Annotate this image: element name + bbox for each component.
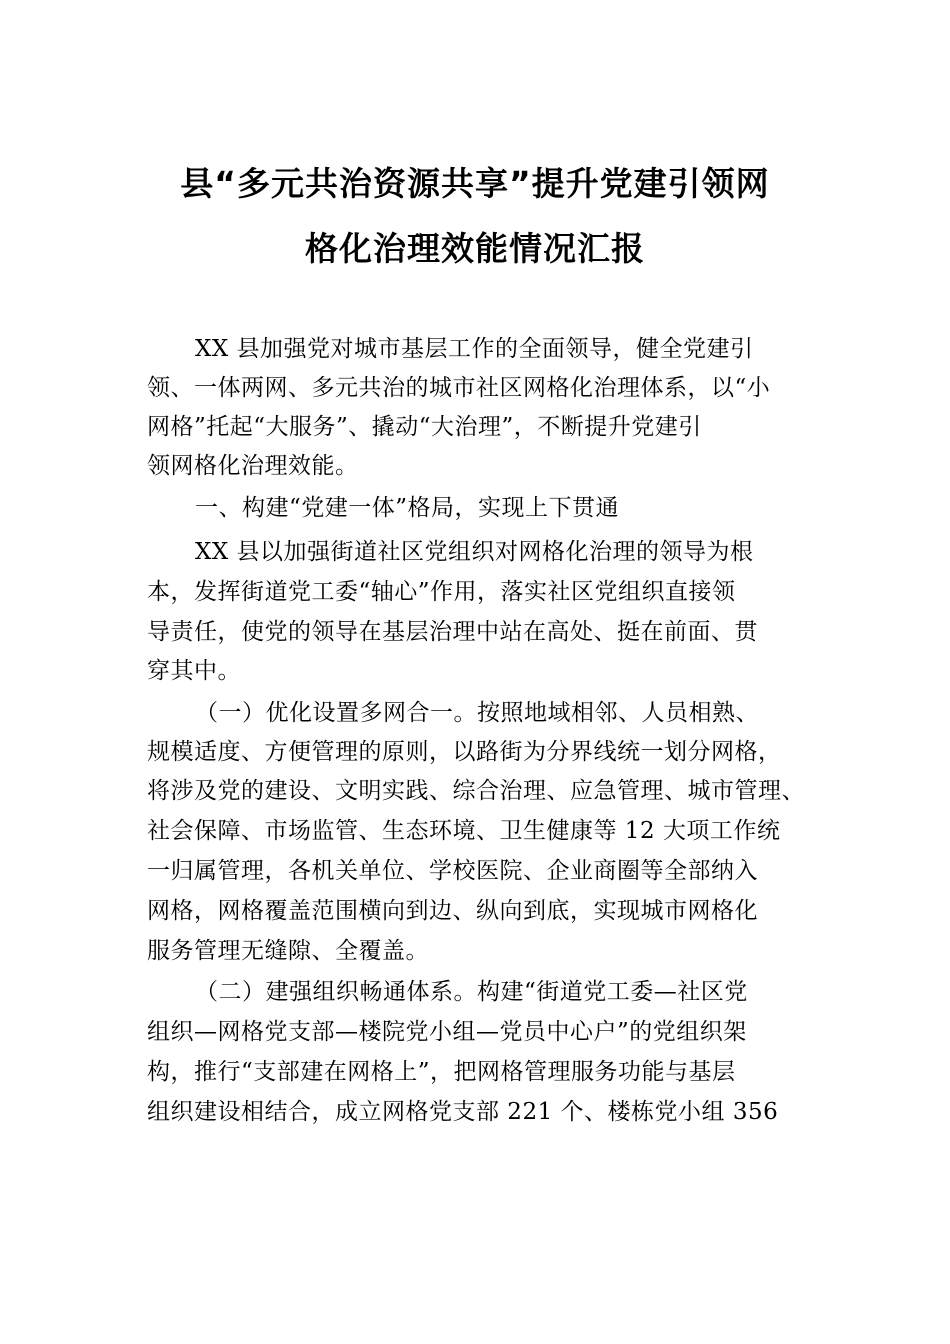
body-line: 穿其中。 [147, 658, 241, 684]
body-line: 网格”托起“大服务”、撬动“大治理”，不断提升党建引 [147, 414, 702, 440]
body-line: 组织建设相结合，成立网格党支部 221 个、楼栋党小组 356 [147, 1099, 779, 1125]
subsection-heading-2: （二）建强组织畅通体系。构建“街道党工委—社区党 [195, 979, 748, 1005]
subsection-heading-1: （一）优化设置多网合一。按照地域相邻、人员相熟、 [195, 700, 759, 726]
body-line: 社会保障、市场监管、生态环境、卫生健康等 12 大项工作统 [147, 818, 781, 844]
body-line: 将涉及党的建设、文明实践、综合治理、应急管理、城市管理、 [147, 778, 805, 804]
body-line: 服务管理无缝隙、全覆盖。 [147, 938, 429, 964]
document-title-line-1: 县“多元共治资源共享”提升党建引领网 [180, 164, 770, 203]
body-line: 导责任，使党的领导在基层治理中站在高处、挺在前面、贯 [147, 619, 758, 645]
body-line: 本，发挥街道党工委“轴心”作用，落实社区党组织直接领 [147, 579, 736, 605]
body-line: 领网格化治理效能。 [147, 453, 359, 479]
body-line: 一归属管理，各机关单位、学校医院、企业商圈等全部纳入 [147, 858, 758, 884]
body-line: XX 县以加强街道社区党组织对网格化治理的领导为根 [195, 539, 754, 565]
body-line: XX 县加强党对城市基层工作的全面领导，健全党建引 [195, 336, 754, 362]
body-line: 领、一体两网、多元共治的城市社区网格化治理体系，以“小 [147, 375, 771, 401]
section-heading-1: 一、构建“党建一体”格局，实现上下贯通 [195, 495, 620, 521]
body-line: 构，推行“支部建在网格上”，把网格管理服务功能与基层 [147, 1059, 736, 1085]
document-title-line-2: 格化治理效能情况汇报 [305, 229, 645, 268]
body-line: 网格，网格覆盖范围横向到边、纵向到底，实现城市网格化 [147, 898, 758, 924]
body-line: 规模适度、方便管理的原则，以路街为分界线统一划分网格， [147, 739, 782, 765]
body-line: 组织—网格党支部—楼院党小组—党员中心户”的党组织架 [147, 1019, 747, 1045]
